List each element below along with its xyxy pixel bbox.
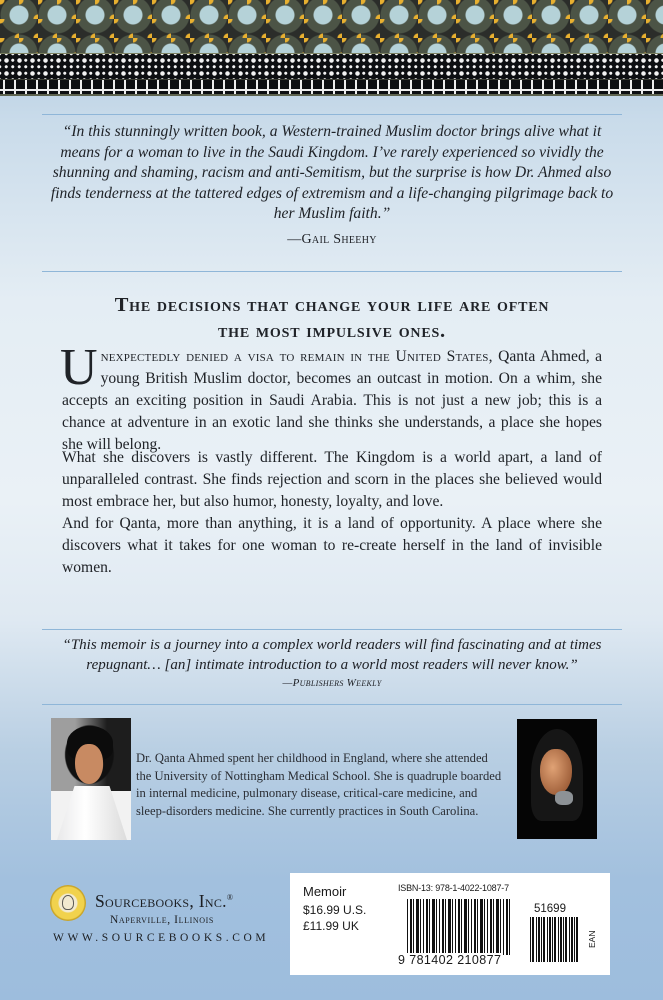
lightbulb-seal-icon bbox=[50, 885, 86, 921]
publisher-name: Sourcebooks, Inc.® bbox=[95, 891, 234, 911]
barcode-panel bbox=[290, 873, 610, 975]
divider-rule bbox=[42, 704, 622, 705]
endorsement-attribution: —Gail Sheehy bbox=[287, 232, 377, 247]
registered-mark: ® bbox=[226, 893, 234, 903]
divider-rule bbox=[42, 114, 622, 115]
author-photo-right bbox=[517, 719, 597, 839]
lightbulb-icon bbox=[62, 895, 74, 910]
review-attribution: —Publishers Weekly bbox=[282, 677, 382, 689]
drop-cap: U bbox=[60, 339, 98, 396]
collar bbox=[555, 791, 573, 805]
tagline-line-2: the most impulsive ones. bbox=[218, 320, 446, 342]
moorish-tile-pattern bbox=[0, 0, 663, 53]
tagline-headline bbox=[42, 292, 622, 344]
lead-in-small-caps: nexpectedly denied a visa to remain in the United States, bbox=[100, 348, 493, 365]
divider-rule bbox=[42, 271, 622, 272]
price-uk: £11.99 UK bbox=[303, 919, 359, 933]
isbn-label: ISBN-13: 978-1-4022-1087-7 bbox=[398, 883, 509, 893]
review-quote: “This memoir is a journey into a complex world readers will find fascinating and at times repugnant… [an] intimate introduction to a world most readers will never know.” bbox=[62, 637, 602, 673]
face bbox=[540, 749, 572, 795]
white-coat bbox=[57, 786, 127, 840]
paragraph-text: Qanta Ahmed, a young British Muslim doctor, becomes an outcast in motion. On a whim, she accepts an exciting position in Saudi Arabia. This is not just a new job; this is a chance at adventure in an exotic land she thinks she understands, a place she hopes she will belong. bbox=[62, 348, 602, 453]
price-addon-code: 51699 bbox=[534, 903, 566, 915]
synopsis-paragraph-1 bbox=[60, 339, 602, 456]
barcode-digits: 9 781402 210877 bbox=[398, 953, 502, 967]
decorative-border-band bbox=[0, 53, 663, 79]
divider-rule bbox=[42, 629, 622, 630]
face bbox=[75, 744, 103, 784]
author-photo-left bbox=[51, 718, 131, 840]
decorative-border-band-lower bbox=[0, 79, 663, 96]
ean-label: EAN bbox=[587, 930, 597, 948]
endorsement-quote: “In this stunningly written book, a Western-trained Muslim doctor brings alive what it means for a woman to live in the Saudi Kingdom. I’ve rarely experienced so vividly the shunning and shaming, racism and anti-Semitism, but the surprise is how Dr. Ahmed also finds tenderness at the tattered edges of extremism and a life-changing pilgrimage back to her Muslim faith.” bbox=[50, 123, 614, 222]
author-bio: Dr. Qanta Ahmed spent her childhood in England, where she attended the University of Nottingham Medical School. She is quadruple boarded in internal medicine, pulmonary disease, critical-care medicine, and sleep-disorders medicine. She currently practices in South Carolina. bbox=[136, 751, 502, 818]
price-us: $16.99 U.S. bbox=[303, 903, 367, 917]
publisher-url: WWW.SOURCEBOOKS.COM bbox=[53, 932, 270, 944]
synopsis-paragraph-3: And for Qanta, more than anything, it is a land of opportunity. A place where she discovers what it takes for one woman to re-create herself in the land of invisible women. bbox=[62, 515, 602, 576]
barcode-icon bbox=[407, 899, 512, 955]
tagline-line-1: The decisions that change your life are often bbox=[114, 294, 550, 316]
publisher-city: Naperville, Illinois bbox=[110, 914, 214, 926]
addon-barcode-icon bbox=[530, 917, 580, 962]
genre-label: Memoir bbox=[303, 884, 347, 899]
synopsis-paragraph-2: What she discovers is vastly different. The Kingdom is a world apart, a land of unparalleled contrast. She finds rejection and scorn in the places she believed would most embrace her, but also humor, honesty, loyalty, and love. bbox=[62, 449, 602, 510]
